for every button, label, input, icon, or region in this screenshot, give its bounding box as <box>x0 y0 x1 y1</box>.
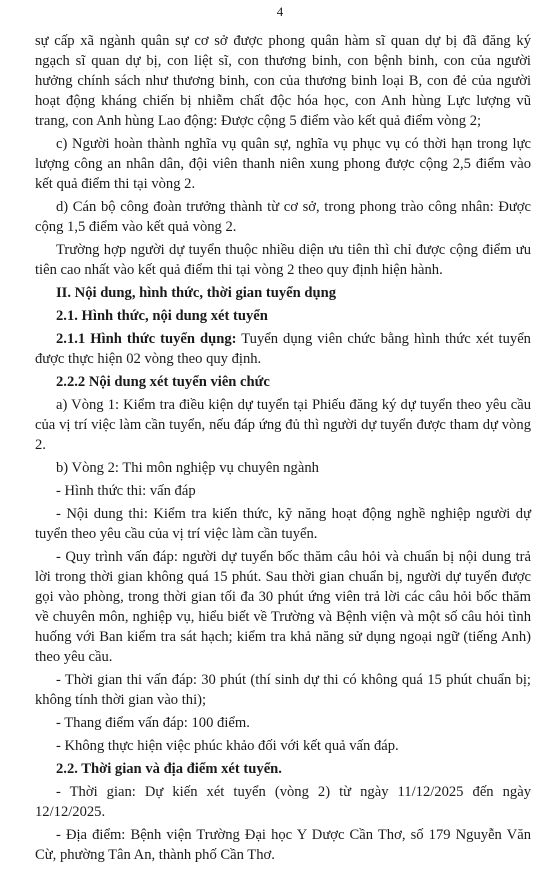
exam-content-item: - Nội dung thi: Kiểm tra kiến thức, kỹ năng hoạt động nghề nghiệp người dự tuyển theo yêu cầu của vị trí việc làm cần tuyển. <box>35 506 531 542</box>
paragraph-2-1-1 <box>35 329 531 369</box>
schedule-time-item: - Thời gian: Dự kiến xét tuyển (vòng 2) từ ngày 11/12/2025 đến ngày 12/12/2025. <box>35 784 531 820</box>
round-1-paragraph: a) Vòng 1: Kiểm tra điều kiện dự tuyển tại Phiếu đăng ký dự tuyển theo yêu cầu của vị trí việc làm cần tuyển, nếu đáp ứng đủ thì người dự tuyển được tham dự vòng 2. <box>35 397 531 453</box>
oral-score-scale-item: - Thang điểm vấn đáp: 100 điểm. <box>56 715 250 731</box>
oral-duration-item: - Thời gian thi vấn đáp: 30 phút (thí sinh dự thi có không quá 15 phút chuẩn bị; không tính thời gian vào thi); <box>35 672 531 708</box>
priority-paragraph-c: c) Người hoàn thành nghĩa vụ quân sự, nghĩa vụ phục vụ có thời hạn trong lực lượng công an nhân dân, đội viên thanh niên xung phong được cộng 2,5 điểm vào kết quả điểm thi tại vòng 2. <box>35 136 531 192</box>
paragraph-2-1-1-label: 2.1.1 Hình thức tuyển dụng: <box>56 331 237 347</box>
section-heading-2-1: 2.1. Hình thức, nội dung xét tuyển <box>56 308 268 324</box>
paragraph-2-1-1-text: Tuyển dụng viên chức bằng hình thức xét tuyển được thực hiện 02 vòng theo quy định. <box>35 331 531 367</box>
exam-format-item: - Hình thức thi: vấn đáp <box>56 483 196 499</box>
schedule-location-item: - Địa điểm: Bệnh viện Trường Đại học Y Dược Cần Thơ, số 179 Nguyễn Văn Cừ, phường Tân An, thành phố Cần Thơ. <box>35 827 531 863</box>
round-2-title: b) Vòng 2: Thi môn nghiệp vụ chuyên ngành <box>56 460 319 476</box>
section-heading-2-2: 2.2. Thời gian và địa điểm xét tuyển. <box>56 761 282 777</box>
document-body <box>35 31 531 868</box>
priority-multiple-note: Trường hợp người dự tuyển thuộc nhiều diện ưu tiên thì chỉ được cộng điểm ưu tiên cao nhất vào kết quả điểm thi tại vòng 2 theo quy định hiện hành. <box>35 242 531 278</box>
oral-procedure-item: - Quy trình vấn đáp: người dự tuyển bốc thăm câu hỏi và chuẩn bị nội dung trả lời trong thời gian không quá 15 phút. Sau thời gian chuẩn bị, người dự tuyển được gọi vào phòng, trong thời gian tối đa 30 phút ứng viên trả lời các câu hỏi bốc thăm về chuyên môn, nghiệp vụ, hiểu biết về Trường và Bệnh viện và một số câu hỏi tình huống với Ban kiểm tra sát hạch; kiểm tra khả năng sử dụng ngoại ngữ (tiếng Anh) theo yêu cầu. <box>35 549 531 665</box>
page-number: 4 <box>276 4 284 19</box>
section-heading-ii: II. Nội dung, hình thức, thời gian tuyển dụng <box>56 285 337 301</box>
priority-paragraph-b-continued: sự cấp xã ngành quân sự cơ sở được phong quân hàm sĩ quan dự bị đã đăng ký ngạch sĩ quan dự bị, con liệt sĩ, con thương binh, con bệnh binh, con của người hưởng chính sách như thương binh, con của thương binh loại B, con đẻ của người hoạt động kháng chiến bị nhiễm chất độc hóa học, con Anh hùng Lực lượng vũ trang, con Anh hùng Lao động: Được cộng 5 điểm vào kết quả điểm vòng 2; <box>35 33 531 129</box>
section-heading-2-2-2: 2.2.2 Nội dung xét tuyển viên chức <box>56 374 270 390</box>
priority-paragraph-d: d) Cán bộ công đoàn trưởng thành từ cơ sở, trong phong trào công nhân: Được cộng 1,5 điểm vào kết quả vòng 2. <box>35 199 531 235</box>
no-appeal-item: - Không thực hiện việc phúc khảo đối với kết quả vấn đáp. <box>56 738 399 754</box>
